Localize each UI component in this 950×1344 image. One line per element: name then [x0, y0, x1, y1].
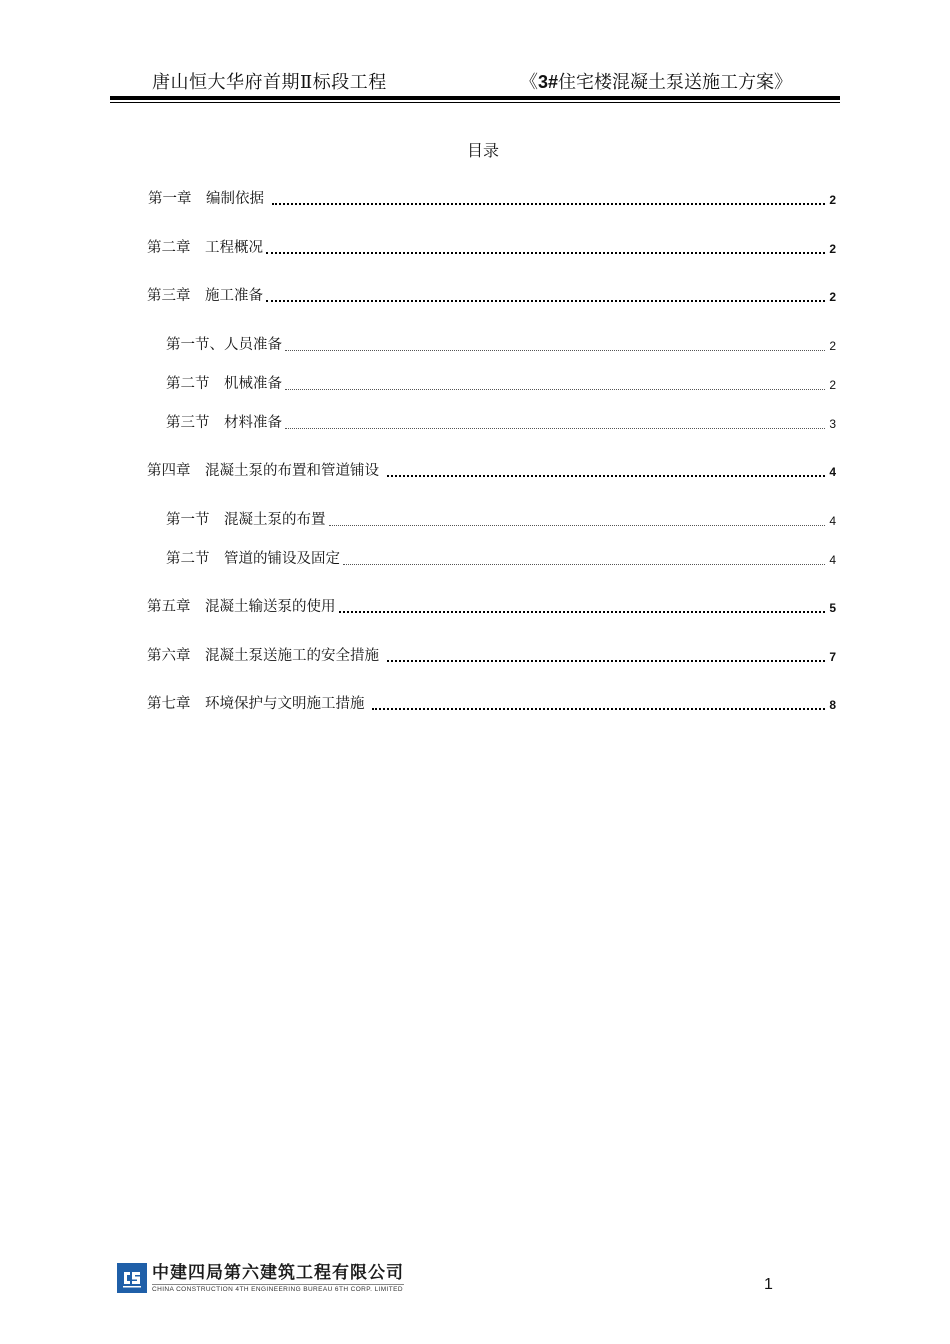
toc-section-3-2[interactable] [166, 373, 836, 393]
toc-leader [266, 251, 825, 254]
page-number: 1 [764, 1276, 773, 1293]
toc-leader [387, 659, 825, 662]
toc-entry-label: 第二节 管道的铺设及固定 [166, 551, 340, 567]
toc-leader [329, 524, 826, 526]
toc-section-3-1[interactable] [166, 334, 836, 354]
company-name-cn: 中建四局第六建筑工程有限公司 [152, 1262, 404, 1283]
toc-entry-page: 3 [829, 417, 836, 431]
toc-chapter-6[interactable] [147, 645, 836, 665]
toc-entry-page: 2 [829, 193, 836, 207]
toc-leader [266, 299, 825, 302]
header-doc-rest: 住宅楼混凝土泵送施工方案》 [558, 72, 793, 93]
toc-chapter-3[interactable] [147, 285, 836, 305]
toc-chapter-7[interactable] [147, 693, 836, 713]
header-rule-thick [110, 96, 840, 100]
company-name-en: CHINA CONSTRUCTION 4TH ENGINEERING BUREAU 6TH CORP. LIMITED [152, 1285, 404, 1293]
company-name-block [152, 1263, 404, 1294]
toc-entry-page: 2 [829, 339, 836, 353]
header-rule-thin [110, 102, 840, 103]
running-header [110, 62, 840, 96]
toc-entry-page: 5 [829, 601, 836, 615]
toc-chapter-4[interactable] [147, 460, 836, 480]
toc-entry-label: 第一节 混凝土泵的布置 [166, 512, 326, 528]
toc-entry-page: 7 [829, 650, 836, 664]
toc-entry-page: 2 [829, 290, 836, 304]
toc-entry-page: 2 [829, 242, 836, 256]
toc-section-4-1[interactable] [166, 509, 836, 529]
header-project-title: 唐山恒大华府首期Ⅱ标段工程 [152, 72, 387, 93]
cscec-logo-glyph [120, 1266, 144, 1290]
cscec-logo-icon [117, 1263, 147, 1293]
toc-entry-label: 第一章 编制依据 [148, 191, 269, 207]
toc-leader [387, 474, 825, 477]
header-doc-open: 《 [520, 72, 538, 93]
toc-entry-page: 4 [829, 514, 836, 528]
toc-entry-label: 第一节、人员准备 [166, 337, 282, 353]
toc-chapter-5[interactable] [147, 596, 836, 616]
toc-title: 目录 [466, 141, 499, 160]
toc-entry-label: 第五章 混凝土输送泵的使用 [147, 599, 336, 615]
toc-entry-page: 4 [829, 465, 836, 479]
toc-section-3-3[interactable] [166, 412, 836, 432]
toc-entry-label: 第三章 施工准备 [147, 288, 263, 304]
header-document-title [520, 68, 792, 94]
toc-leader [285, 349, 825, 351]
header-doc-number: 3# [538, 72, 559, 92]
company-logo [117, 1260, 407, 1296]
toc-entry-label: 第四章 混凝土泵的布置和管道铺设 [147, 463, 384, 479]
toc-chapter-2[interactable] [147, 237, 836, 257]
toc-entry-page: 2 [829, 378, 836, 392]
toc-leader [285, 427, 825, 429]
toc-entry-label: 第六章 混凝土泵送施工的安全措施 [147, 648, 384, 664]
toc-entry-label: 第七章 环境保护与文明施工措施 [147, 696, 370, 712]
toc-chapter-1[interactable] [148, 188, 836, 208]
toc-entry-label: 第二节 机械准备 [166, 376, 282, 392]
toc-leader [343, 563, 825, 565]
toc-leader [285, 388, 825, 390]
toc-entry-page: 8 [829, 698, 836, 712]
toc-entry-page: 4 [829, 553, 836, 567]
toc-leader [339, 610, 826, 613]
toc-entry-label: 第三节 材料准备 [166, 415, 282, 431]
toc-section-4-2[interactable] [166, 548, 836, 568]
toc-leader [272, 202, 825, 205]
toc-entry-label: 第二章 工程概况 [147, 240, 263, 256]
toc-leader [372, 707, 825, 710]
